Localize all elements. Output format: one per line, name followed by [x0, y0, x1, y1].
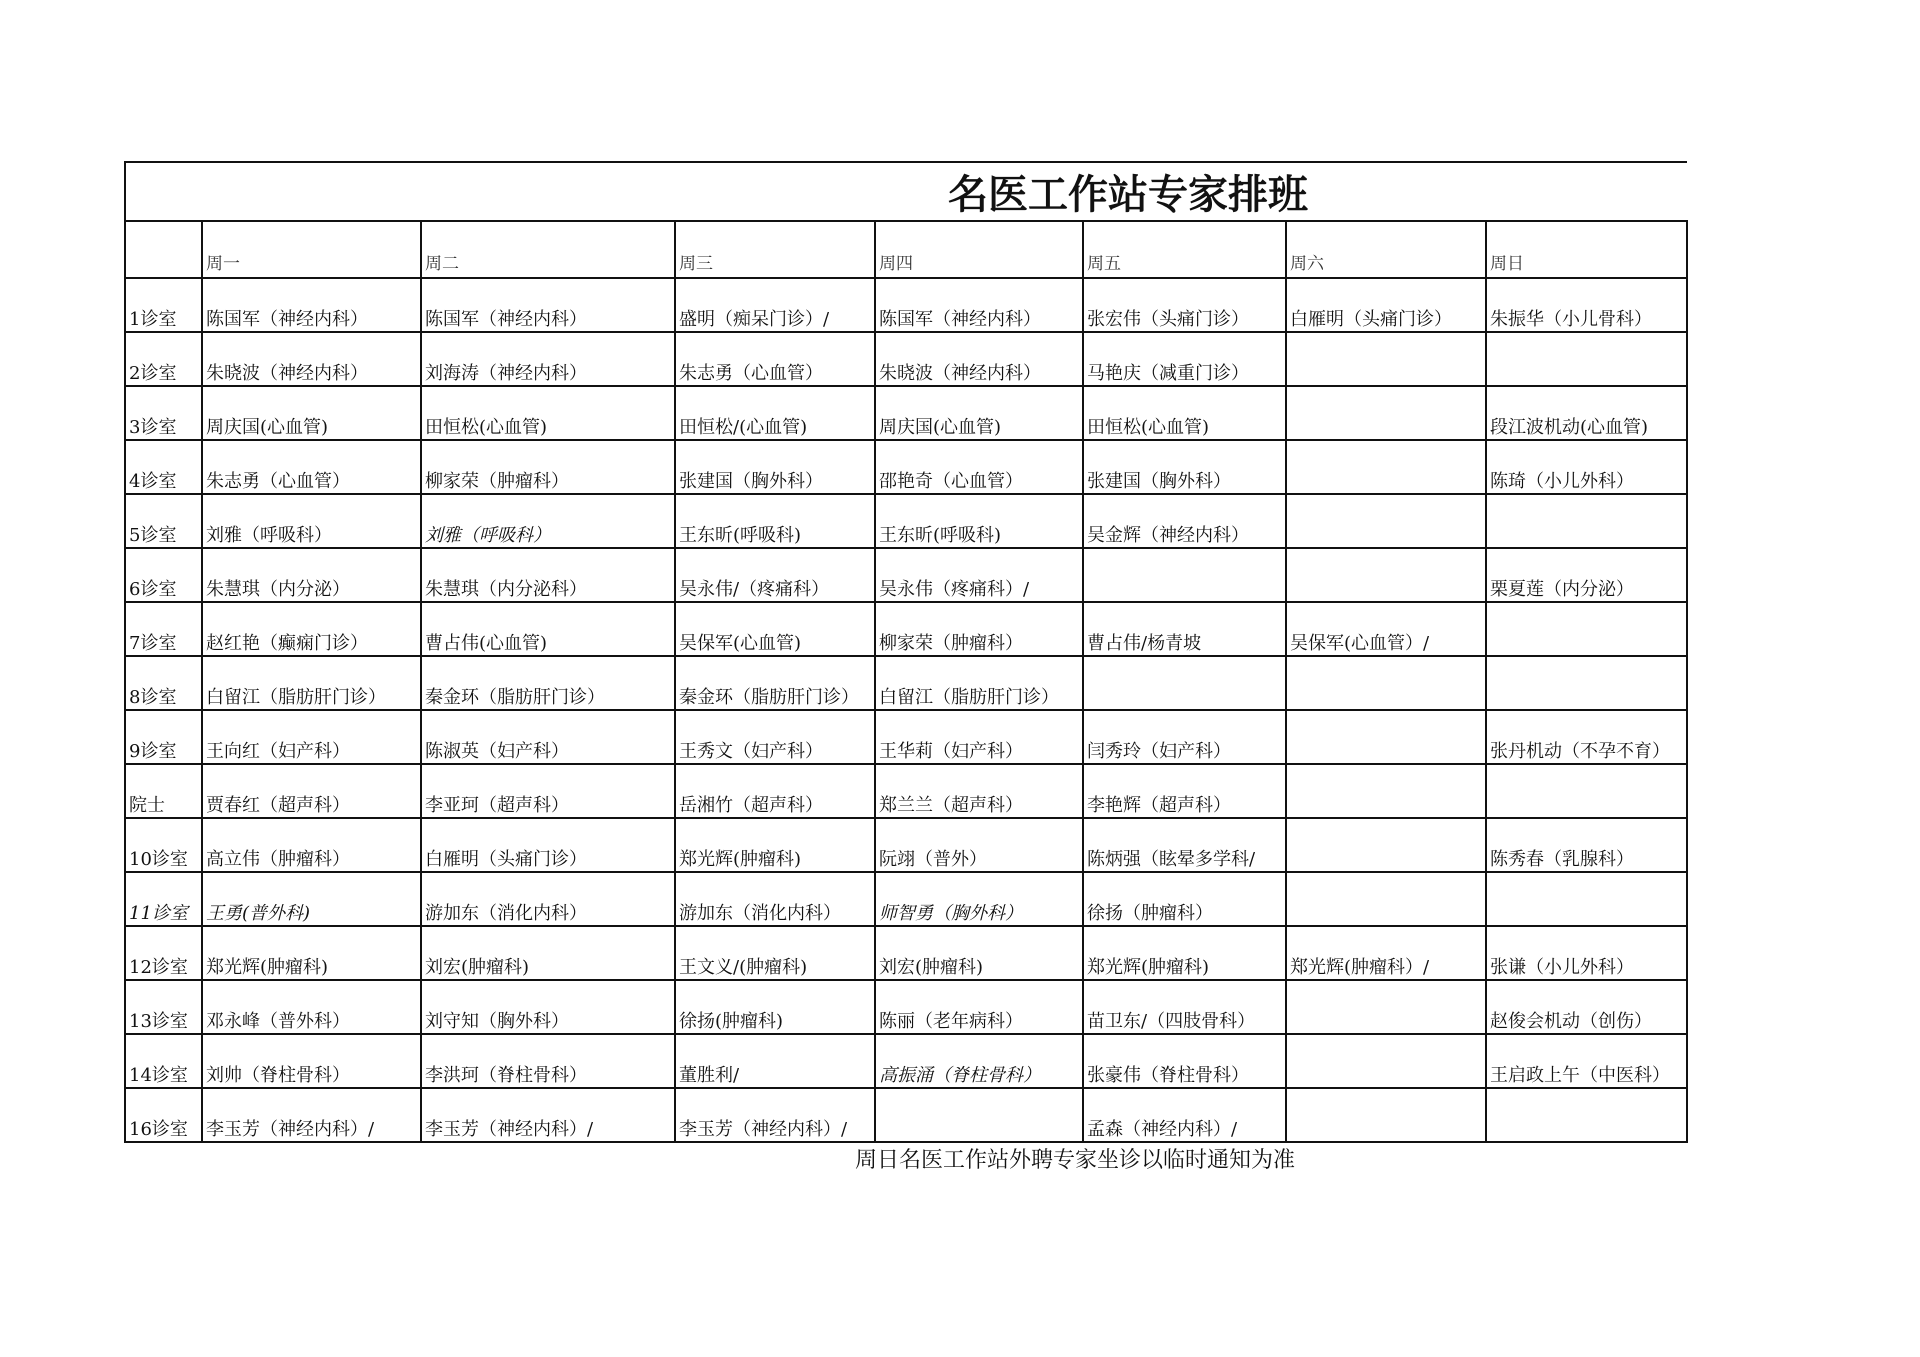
schedule-row: [125, 764, 1687, 818]
schedule-cell: 张豪伟（脊柱骨科）: [1083, 1034, 1286, 1088]
schedule-cell: [1286, 764, 1486, 818]
schedule-cell: [1486, 494, 1687, 548]
schedule-cell: 赵红艳（癫痫门诊）: [202, 602, 421, 656]
schedule-cell: 陈秀春（乳腺科）: [1486, 818, 1687, 872]
schedule-cell: 李玉芳（神经内科）/: [202, 1088, 421, 1142]
day-header-wed: 周三: [675, 221, 875, 278]
schedule-cell: 师智勇（胸外科）: [875, 872, 1083, 926]
schedule-cell: 朱志勇（心血管）: [202, 440, 421, 494]
schedule-cell: [1083, 548, 1286, 602]
schedule-sheet: [124, 161, 1686, 1143]
schedule-cell: 郑光辉(肿瘤科): [202, 926, 421, 980]
schedule-cell: 郑光辉(肿瘤科): [1083, 926, 1286, 980]
schedule-cell: 朱慧琪（内分泌）: [202, 548, 421, 602]
sheet-title: 名医工作站专家排班: [948, 172, 1308, 218]
schedule-cell: 李玉芳（神经内科）/: [421, 1088, 675, 1142]
schedule-row: [125, 818, 1687, 872]
schedule-cell: [875, 1088, 1083, 1142]
schedule-cell: 赵俊会机动（创伤）: [1486, 980, 1687, 1034]
sheet-title-cell: [125, 162, 1687, 221]
schedule-cell: 曹占伟(心血管): [421, 602, 675, 656]
schedule-cell: 张建国（胸外科）: [1083, 440, 1286, 494]
schedule-cell: 张宏伟（头痛门诊）: [1083, 278, 1286, 332]
day-header-fri: 周五: [1083, 221, 1286, 278]
schedule-cell: [1286, 1088, 1486, 1142]
schedule-cell: 马艳庆（减重门诊）: [1083, 332, 1286, 386]
schedule-row: [125, 872, 1687, 926]
schedule-cell: 高立伟（肿瘤科）: [202, 818, 421, 872]
schedule-cell: 吴保军(心血管): [675, 602, 875, 656]
schedule-cell: [1286, 656, 1486, 710]
day-header-sat: 周六: [1286, 221, 1486, 278]
schedule-cell: 王勇(普外科): [202, 872, 421, 926]
room-label: 9诊室: [125, 710, 202, 764]
schedule-cell: [1083, 656, 1286, 710]
schedule-cell: 游加东（消化内科）: [421, 872, 675, 926]
schedule-table: [124, 161, 1688, 1143]
schedule-row: [125, 980, 1687, 1034]
schedule-cell: 朱晓波（神经内科）: [875, 332, 1083, 386]
schedule-cell: [1486, 602, 1687, 656]
schedule-cell: 李玉芳（神经内科）/: [675, 1088, 875, 1142]
schedule-row: [125, 494, 1687, 548]
room-label: 8诊室: [125, 656, 202, 710]
schedule-cell: 游加东（消化内科）: [675, 872, 875, 926]
schedule-cell: 郑兰兰（超声科）: [875, 764, 1083, 818]
schedule-cell: 王东昕(呼吸科): [675, 494, 875, 548]
schedule-cell: 贾春红（超声科）: [202, 764, 421, 818]
schedule-cell: 郑光辉(肿瘤科）/: [1286, 926, 1486, 980]
room-label: 6诊室: [125, 548, 202, 602]
schedule-cell: 王东昕(呼吸科): [875, 494, 1083, 548]
day-header-sun: 周日: [1486, 221, 1687, 278]
schedule-row: [125, 548, 1687, 602]
schedule-cell: 朱振华（小儿骨科）: [1486, 278, 1687, 332]
schedule-cell: 段江波机动(心血管): [1486, 386, 1687, 440]
schedule-cell: 秦金环（脂肪肝门诊）: [421, 656, 675, 710]
schedule-cell: 曹占伟/杨青坡: [1083, 602, 1286, 656]
room-label: 7诊室: [125, 602, 202, 656]
schedule-cell: 陈国军（神经内科）: [202, 278, 421, 332]
schedule-cell: 张谦（小儿外科）: [1486, 926, 1687, 980]
schedule-cell: 吴保军(心血管）/: [1286, 602, 1486, 656]
schedule-cell: 陈丽（老年病科）: [875, 980, 1083, 1034]
schedule-cell: 秦金环（脂肪肝门诊）: [675, 656, 875, 710]
schedule-cell: 陈琦（小儿外科）: [1486, 440, 1687, 494]
schedule-cell: [1486, 872, 1687, 926]
footnote: 周日名医工作站外聘专家坐诊以临时通知为准: [855, 1148, 1296, 1173]
schedule-cell: 白留江（脂肪肝门诊）: [875, 656, 1083, 710]
schedule-cell: 刘守知（胸外科）: [421, 980, 675, 1034]
schedule-cell: 李艳辉（超声科）: [1083, 764, 1286, 818]
day-header-tue: 周二: [421, 221, 675, 278]
schedule-row: [125, 710, 1687, 764]
schedule-cell: 郑光辉(肿瘤科): [675, 818, 875, 872]
schedule-cell: 朱志勇（心血管）: [675, 332, 875, 386]
schedule-row: [125, 656, 1687, 710]
corner-cell: [125, 221, 202, 278]
schedule-cell: 陈淑英（妇产科）: [421, 710, 675, 764]
schedule-cell: 刘海涛（神经内科）: [421, 332, 675, 386]
schedule-cell: 苗卫东/（四肢骨科）: [1083, 980, 1286, 1034]
schedule-cell: 刘宏(肿瘤科): [875, 926, 1083, 980]
schedule-cell: 吴金辉（神经内科）: [1083, 494, 1286, 548]
schedule-cell: [1286, 548, 1486, 602]
schedule-cell: 王文义/(肿瘤科): [675, 926, 875, 980]
room-label: 10诊室: [125, 818, 202, 872]
schedule-cell: 栗夏莲（内分泌）: [1486, 548, 1687, 602]
schedule-cell: 刘雅（呼吸科）: [421, 494, 675, 548]
room-label: 14诊室: [125, 1034, 202, 1088]
schedule-cell: 李洪珂（脊柱骨科）: [421, 1034, 675, 1088]
schedule-cell: [1286, 980, 1486, 1034]
room-label: 院士: [125, 764, 202, 818]
schedule-cell: 刘雅（呼吸科）: [202, 494, 421, 548]
schedule-cell: 高振涌（脊柱骨科）: [875, 1034, 1083, 1088]
room-label: 3诊室: [125, 386, 202, 440]
day-header-thu: 周四: [875, 221, 1083, 278]
schedule-cell: 孟森（神经内科）/: [1083, 1088, 1286, 1142]
schedule-cell: 朱晓波（神经内科）: [202, 332, 421, 386]
room-label: 2诊室: [125, 332, 202, 386]
schedule-cell: 王启政上午（中医科）: [1486, 1034, 1687, 1088]
schedule-row: [125, 1034, 1687, 1088]
schedule-cell: [1286, 1034, 1486, 1088]
room-label: 12诊室: [125, 926, 202, 980]
schedule-cell: 白雁明（头痛门诊）: [1286, 278, 1486, 332]
schedule-row: [125, 278, 1687, 332]
room-label: 5诊室: [125, 494, 202, 548]
schedule-cell: [1286, 872, 1486, 926]
schedule-row: [125, 1088, 1687, 1142]
schedule-cell: [1486, 1088, 1687, 1142]
schedule-cell: 陈国军（神经内科）: [421, 278, 675, 332]
schedule-cell: 王向红（妇产科）: [202, 710, 421, 764]
schedule-cell: 田恒松/(心血管): [675, 386, 875, 440]
schedule-cell: 田恒松(心血管): [1083, 386, 1286, 440]
schedule-cell: 陈国军（神经内科）: [875, 278, 1083, 332]
schedule-row: [125, 386, 1687, 440]
room-label: 16诊室: [125, 1088, 202, 1142]
schedule-cell: 闫秀玲（妇产科）: [1083, 710, 1286, 764]
schedule-cell: [1486, 656, 1687, 710]
schedule-cell: 白雁明（头痛门诊）: [421, 818, 675, 872]
schedule-cell: 王秀文（妇产科）: [675, 710, 875, 764]
schedule-cell: 盛明（痴呆门诊）/: [675, 278, 875, 332]
schedule-cell: 徐扬（肿瘤科）: [1083, 872, 1286, 926]
schedule-cell: [1486, 332, 1687, 386]
schedule-cell: 张建国（胸外科）: [675, 440, 875, 494]
schedule-row: [125, 926, 1687, 980]
schedule-cell: 邵艳奇（心血管）: [875, 440, 1083, 494]
schedule-cell: 刘宏(肿瘤科): [421, 926, 675, 980]
schedule-cell: [1486, 764, 1687, 818]
schedule-row: [125, 602, 1687, 656]
day-header-row: [125, 221, 1687, 278]
room-label: 11诊室: [125, 872, 202, 926]
schedule-cell: 吴永伟/（疼痛科）: [675, 548, 875, 602]
schedule-cell: 柳家荣（肿瘤科）: [421, 440, 675, 494]
schedule-cell: 徐扬(肿瘤科): [675, 980, 875, 1034]
day-header-mon: 周一: [202, 221, 421, 278]
schedule-cell: 王华莉（妇产科）: [875, 710, 1083, 764]
schedule-cell: [1286, 332, 1486, 386]
schedule-cell: 陈炳强（眩晕多学科/: [1083, 818, 1286, 872]
schedule-cell: 白留江（脂肪肝门诊）: [202, 656, 421, 710]
schedule-cell: 李亚珂（超声科）: [421, 764, 675, 818]
schedule-cell: 朱慧琪（内分泌科）: [421, 548, 675, 602]
room-label: 1诊室: [125, 278, 202, 332]
room-label: 13诊室: [125, 980, 202, 1034]
schedule-row: [125, 332, 1687, 386]
schedule-cell: 周庆国(心血管): [202, 386, 421, 440]
schedule-cell: 吴永伟（疼痛科）/: [875, 548, 1083, 602]
schedule-cell: 张丹机动（不孕不育）: [1486, 710, 1687, 764]
schedule-cell: 田恒松(心血管): [421, 386, 675, 440]
schedule-cell: 柳家荣（肿瘤科）: [875, 602, 1083, 656]
schedule-cell: 岳湘竹（超声科）: [675, 764, 875, 818]
schedule-cell: 刘帅（脊柱骨科）: [202, 1034, 421, 1088]
schedule-cell: 阮翊（普外）: [875, 818, 1083, 872]
schedule-cell: 周庆国(心血管): [875, 386, 1083, 440]
schedule-cell: 邓永峰（普外科）: [202, 980, 421, 1034]
schedule-cell: 董胜利/: [675, 1034, 875, 1088]
schedule-row: [125, 440, 1687, 494]
schedule-cell: [1286, 818, 1486, 872]
room-label: 4诊室: [125, 440, 202, 494]
schedule-cell: [1286, 710, 1486, 764]
schedule-cell: [1286, 386, 1486, 440]
schedule-cell: [1286, 440, 1486, 494]
schedule-cell: [1286, 494, 1486, 548]
